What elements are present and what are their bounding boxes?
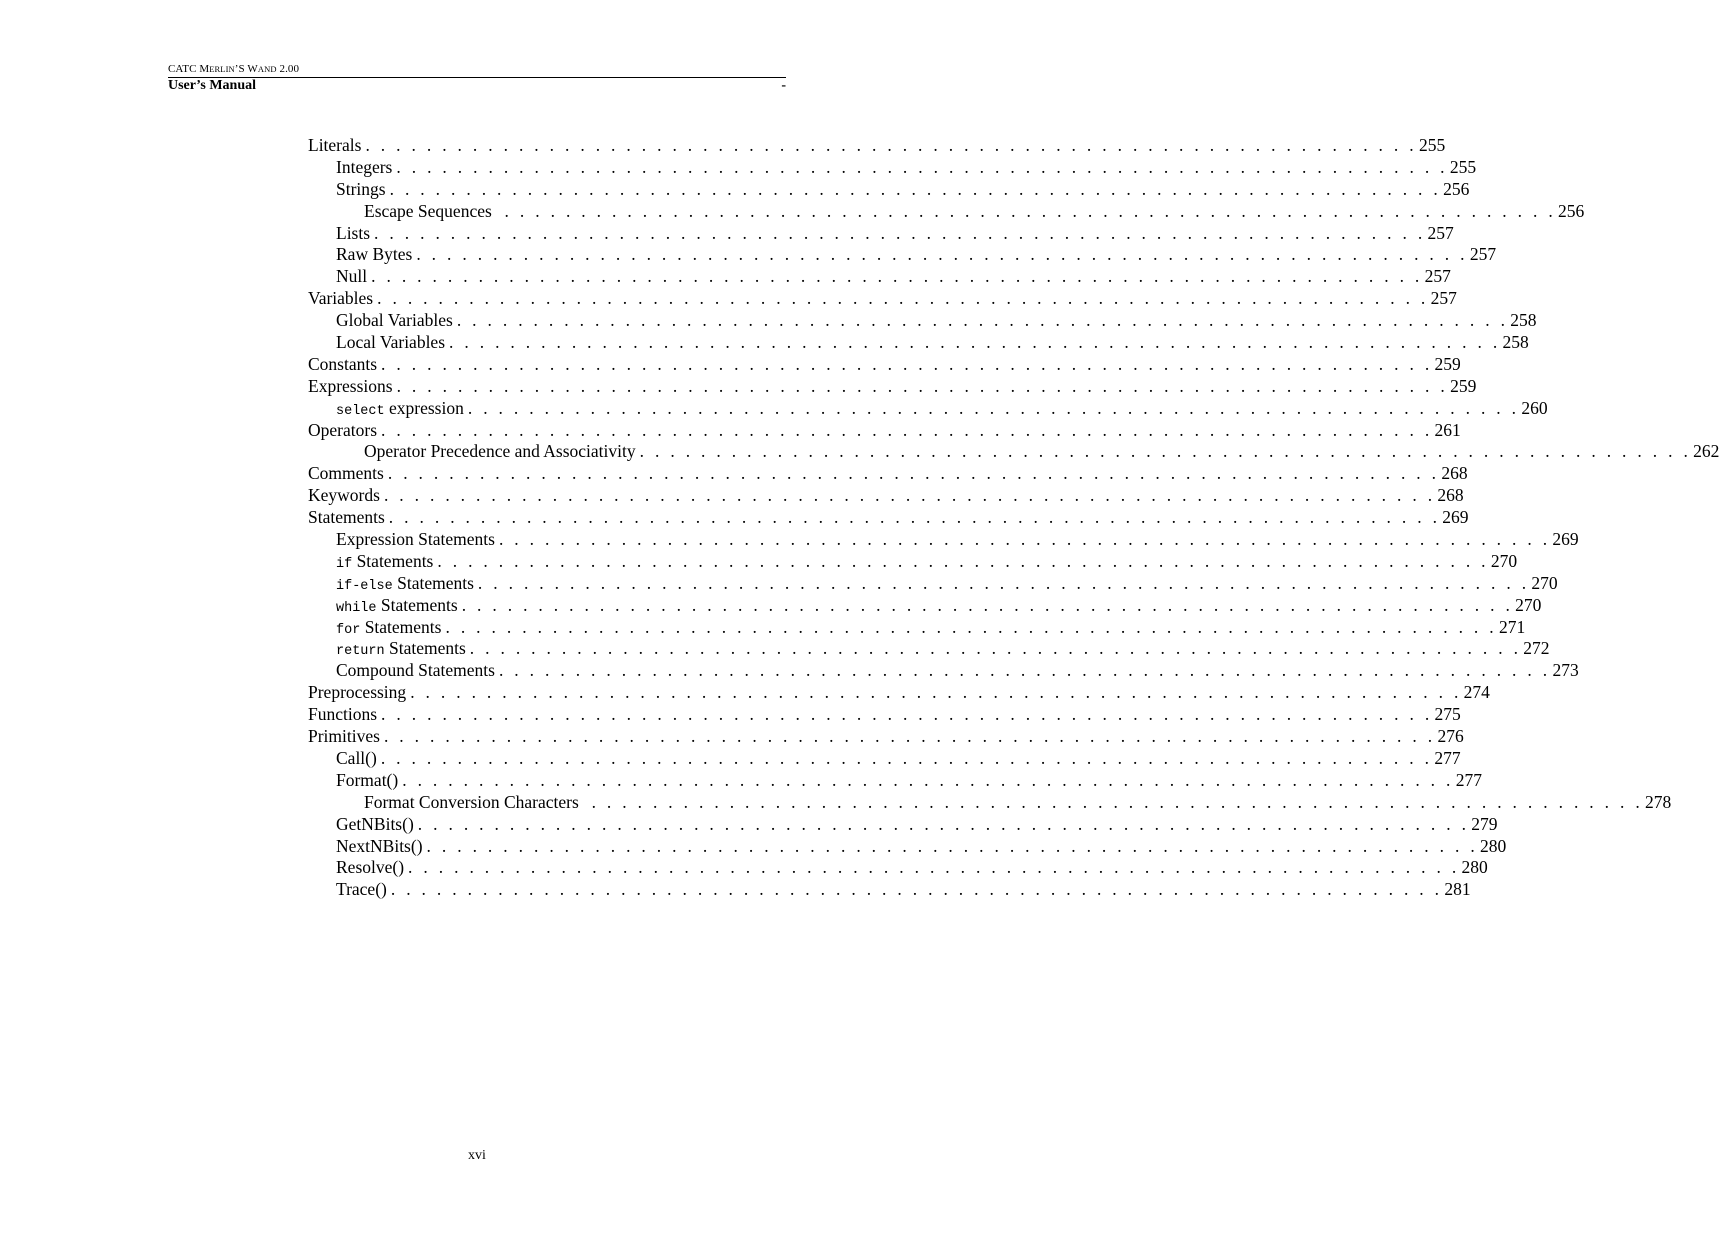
toc-entry[interactable]: Operators . . . . . . . . . . . . . . . . . . . . . . . . . . . . . . . . . . . . . . . . . . . . . . . . . . . . . . . . . . . . . . . . . . . . . 261 [308, 419, 1461, 440]
toc-entry[interactable]: if Statements . . . . . . . . . . . . . . . . . . . . . . . . . . . . . . . . . . . . . . . . . . . . . . . . . . . . . . . . . . . . . . . . . . . . . 270 [336, 550, 1518, 572]
page-number: xvi [468, 1148, 486, 1163]
toc-entry[interactable]: Local Variables . . . . . . . . . . . . . . . . . . . . . . . . . . . . . . . . . . . . . . . . . . . . . . . . . . . . . . . . . . . . . . . . . . . . . 258 [336, 332, 1529, 353]
toc-entry[interactable]: Compound Statements . . . . . . . . . . . . . . . . . . . . . . . . . . . . . . . . . . . . . . . . . . . . . . . . . . . . . . . . . . . . . . . . . . . . . 273 [336, 660, 1579, 681]
code-keyword: for [336, 622, 361, 638]
toc-entry[interactable]: Primitives . . . . . . . . . . . . . . . . . . . . . . . . . . . . . . . . . . . . . . . . . . . . . . . . . . . . . . . . . . . . . . . . . . . . . 276 [308, 726, 1464, 747]
toc-entry[interactable]: Escape Sequences . . . . . . . . . . . . . . . . . . . . . . . . . . . . . . . . . . . . . . . . . . . . . . . . . . . . . . . . . . . . . . . . . . . . . 256 [364, 200, 1585, 221]
toc-entry[interactable]: Constants . . . . . . . . . . . . . . . . . . . . . . . . . . . . . . . . . . . . . . . . . . . . . . . . . . . . . . . . . . . . . . . . . . . . . 259 [308, 353, 1461, 374]
toc-entry[interactable]: Resolve() . . . . . . . . . . . . . . . . . . . . . . . . . . . . . . . . . . . . . . . . . . . . . . . . . . . . . . . . . . . . . . . . . . . . . 280 [336, 857, 1488, 878]
code-keyword: if-else [336, 578, 393, 594]
toc-entry[interactable]: select expression . . . . . . . . . . . . . . . . . . . . . . . . . . . . . . . . . . . . . . . . . . . . . . . . . . . . . . . . . . . . . . . . . . . . . 260 [336, 397, 1548, 419]
running-header-manual: User’s Manual [168, 78, 257, 93]
toc-entry[interactable]: GetNBits() . . . . . . . . . . . . . . . . . . . . . . . . . . . . . . . . . . . . . . . . . . . . . . . . . . . . . . . . . . . . . . . . . . . . . 279 [336, 813, 1498, 834]
toc-entry[interactable]: Strings . . . . . . . . . . . . . . . . . . . . . . . . . . . . . . . . . . . . . . . . . . . . . . . . . . . . . . . . . . . . . . . . . . . . . 256 [336, 178, 1470, 199]
toc-entry[interactable]: Call() . . . . . . . . . . . . . . . . . . . . . . . . . . . . . . . . . . . . . . . . . . . . . . . . . . . . . . . . . . . . . . . . . . . . . 277 [336, 747, 1461, 768]
code-keyword: return [336, 644, 385, 660]
code-keyword: select [336, 403, 385, 419]
toc-entry[interactable]: NextNBits() . . . . . . . . . . . . . . . . . . . . . . . . . . . . . . . . . . . . . . . . . . . . . . . . . . . . . . . . . . . . . . . . . . . . . 280 [336, 835, 1507, 856]
toc-entry[interactable]: Null . . . . . . . . . . . . . . . . . . . . . . . . . . . . . . . . . . . . . . . . . . . . . . . . . . . . . . . . . . . . . . . . . . . . . 257 [336, 266, 1451, 287]
toc-entry[interactable]: Expressions . . . . . . . . . . . . . . . . . . . . . . . . . . . . . . . . . . . . . . . . . . . . . . . . . . . . . . . . . . . . . . . . . . . . . 259 [308, 375, 1477, 396]
toc-entry[interactable]: return Statements . . . . . . . . . . . . . . . . . . . . . . . . . . . . . . . . . . . . . . . . . . . . . . . . . . . . . . . . . . . . . . . . . . . . . 272 [336, 638, 1550, 660]
toc-entry[interactable]: Lists . . . . . . . . . . . . . . . . . . . . . . . . . . . . . . . . . . . . . . . . . . . . . . . . . . . . . . . . . . . . . . . . . . . . . 257 [336, 222, 1454, 243]
header-rule [168, 77, 786, 78]
running-header-mark: - [781, 78, 786, 93]
toc-entry[interactable]: Comments . . . . . . . . . . . . . . . . . . . . . . . . . . . . . . . . . . . . . . . . . . . . . . . . . . . . . . . . . . . . . . . . . . . . . 268 [308, 463, 1468, 484]
toc-entry[interactable]: Format() . . . . . . . . . . . . . . . . . . . . . . . . . . . . . . . . . . . . . . . . . . . . . . . . . . . . . . . . . . . . . . . . . . . . . 277 [336, 769, 1482, 790]
toc-entry[interactable]: Literals . . . . . . . . . . . . . . . . . . . . . . . . . . . . . . . . . . . . . . . . . . . . . . . . . . . . . . . . . . . . . . . . . . . . . 255 [308, 135, 1446, 155]
toc-entry[interactable]: if-else Statements . . . . . . . . . . . . . . . . . . . . . . . . . . . . . . . . . . . . . . . . . . . . . . . . . . . . . . . . . . . . . . . . . . . . . 270 [336, 572, 1558, 594]
toc-entry[interactable]: Variables . . . . . . . . . . . . . . . . . . . . . . . . . . . . . . . . . . . . . . . . . . . . . . . . . . . . . . . . . . . . . . . . . . . . . 257 [308, 288, 1457, 309]
code-keyword: while [336, 600, 377, 616]
toc-entry[interactable]: Integers . . . . . . . . . . . . . . . . . . . . . . . . . . . . . . . . . . . . . . . . . . . . . . . . . . . . . . . . . . . . . . . . . . . . . 255 [336, 156, 1477, 177]
toc-entry[interactable]: Keywords . . . . . . . . . . . . . . . . . . . . . . . . . . . . . . . . . . . . . . . . . . . . . . . . . . . . . . . . . . . . . . . . . . . . . 268 [308, 485, 1464, 506]
toc-entry[interactable]: Format Conversion Characters . . . . . . . . . . . . . . . . . . . . . . . . . . . . . . . . . . . . . . . . . . . . . . . . . . . . . . . . . . . . . . . . . . . . . 278 [364, 791, 1672, 812]
toc-entry[interactable]: Functions . . . . . . . . . . . . . . . . . . . . . . . . . . . . . . . . . . . . . . . . . . . . . . . . . . . . . . . . . . . . . . . . . . . . . 275 [308, 704, 1461, 725]
toc-entry[interactable]: for Statements . . . . . . . . . . . . . . . . . . . . . . . . . . . . . . . . . . . . . . . . . . . . . . . . . . . . . . . . . . . . . . . . . . . . . 271 [336, 616, 1526, 638]
toc-entry[interactable]: Trace() . . . . . . . . . . . . . . . . . . . . . . . . . . . . . . . . . . . . . . . . . . . . . . . . . . . . . . . . . . . . . . . . . . . . . 281 [336, 879, 1471, 900]
toc-entry[interactable]: Statements . . . . . . . . . . . . . . . . . . . . . . . . . . . . . . . . . . . . . . . . . . . . . . . . . . . . . . . . . . . . . . . . . . . . . 269 [308, 507, 1469, 528]
toc-entry[interactable]: Operator Precedence and Associativity . . . . . . . . . . . . . . . . . . . . . . . . . . . . . . . . . . . . . . . . . . . . . . . . . . . . . . . . . . . . . . . . . . . . . 262 [364, 441, 1719, 462]
toc-entry[interactable]: while Statements . . . . . . . . . . . . . . . . . . . . . . . . . . . . . . . . . . . . . . . . . . . . . . . . . . . . . . . . . . . . . . . . . . . . . 270 [336, 594, 1542, 616]
toc-entry[interactable]: Raw Bytes . . . . . . . . . . . . . . . . . . . . . . . . . . . . . . . . . . . . . . . . . . . . . . . . . . . . . . . . . . . . . . . . . . . . . 257 [336, 244, 1497, 265]
toc-entry[interactable]: Preprocessing . . . . . . . . . . . . . . . . . . . . . . . . . . . . . . . . . . . . . . . . . . . . . . . . . . . . . . . . . . . . . . . . . . . . . 274 [308, 682, 1490, 703]
toc-entry[interactable]: Expression Statements . . . . . . . . . . . . . . . . . . . . . . . . . . . . . . . . . . . . . . . . . . . . . . . . . . . . . . . . . . . . . . . . . . . . . 269 [336, 529, 1579, 550]
running-header-product: CATC MERLIN’S WAND 2.00 [168, 63, 300, 75]
toc-entry[interactable]: Global Variables . . . . . . . . . . . . . . . . . . . . . . . . . . . . . . . . . . . . . . . . . . . . . . . . . . . . . . . . . . . . . . . . . . . . . 258 [336, 310, 1537, 331]
code-keyword: if [336, 556, 353, 572]
table-of-contents [308, 135, 1719, 901]
